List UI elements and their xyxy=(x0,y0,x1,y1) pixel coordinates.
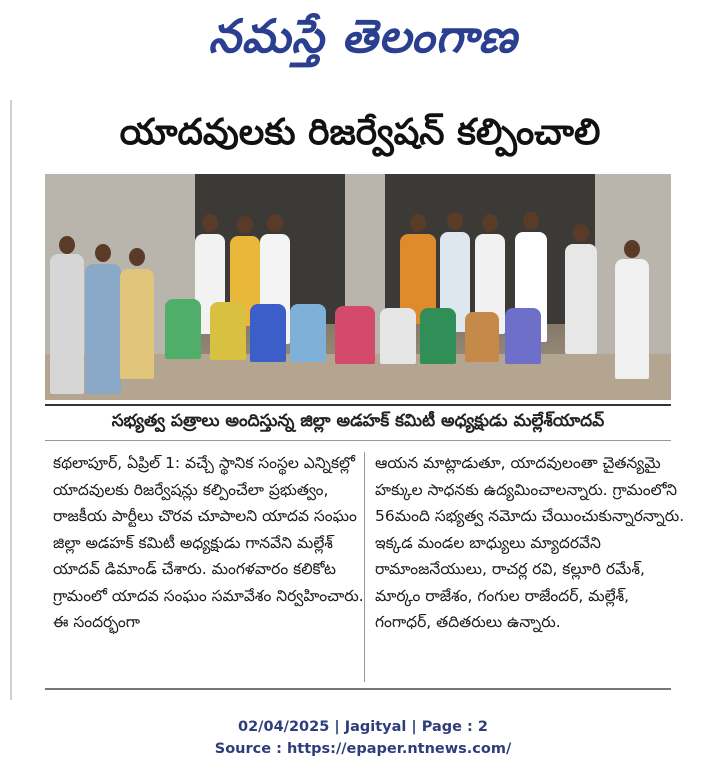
article-body-left-text: కథలాపూర్, ఏప్రిల్ 1: వచ్చే స్థానిక సంస్థల ఎన్నికల్లో యాదవులకు రిజర్వేషన్లు కల్పించేలా ప్రభుత్వం, రాజకీయ పార్టీలు చొరవ చూపాలని యాదవ సంఘం జిల్లా అడహక్ కమిటీ అధ్యక్షుడు గానవేని మల్లేశ్ యాదవ్ డిమాండ్ చేశారు. మంగళవారం కలికోట గ్రామంలో యాదవ సంఘం సమావేశం నిర్వహించారు. ఈ సందర్భంగా xyxy=(53,454,364,631)
masthead xyxy=(0,0,726,84)
column-divider xyxy=(364,452,365,682)
footer xyxy=(0,716,726,760)
footer-source-link[interactable]: Source : https://epaper.ntnews.com/ xyxy=(214,741,512,757)
footer-date-edition: 02/04/2025 | Jagityal | Page : 2 xyxy=(238,719,488,735)
article-bottom-rule xyxy=(45,688,671,690)
newspaper-title: నమస్తే తెలంగాణ xyxy=(208,9,518,63)
article-body-right-column xyxy=(375,450,690,636)
article-body-left-column xyxy=(53,450,368,636)
caption-divider xyxy=(45,440,671,441)
article-headline: యాదవులకు రిజర్వేషన్ కల్పించాలి xyxy=(119,112,601,153)
photo-caption: సభ్యత్వ పత్రాలు అందిస్తున్న జిల్లా అడహక్ కమిటీ అధ్యక్షుడు మల్లేశ్‌యాదవ్ xyxy=(111,411,605,431)
page-edge-rule xyxy=(10,100,12,700)
article-body-right-text: ఆయన మాట్లాడుతూ, యాదవులంతా చైతన్యమై హక్కుల సాధనకు ఉద్యమించాలన్నారు. గ్రామంలోని 56మంది సభ్యత్వ నమోదు చేయించుకున్నారన్నారు. ఇక్కడ మండల బాధ్యులు మ్యాదరవేని రామాంజనేయులు, రాచర్ల రవి, కల్లూరి రమేశ్, మార్కం రాజేశం, గంగుల రాజేందర్, మల్లేశ్, గంగాధర్, తదితరులు ఉన్నారు. xyxy=(375,454,685,631)
article-photo xyxy=(45,174,671,400)
caption-rule xyxy=(45,404,671,406)
